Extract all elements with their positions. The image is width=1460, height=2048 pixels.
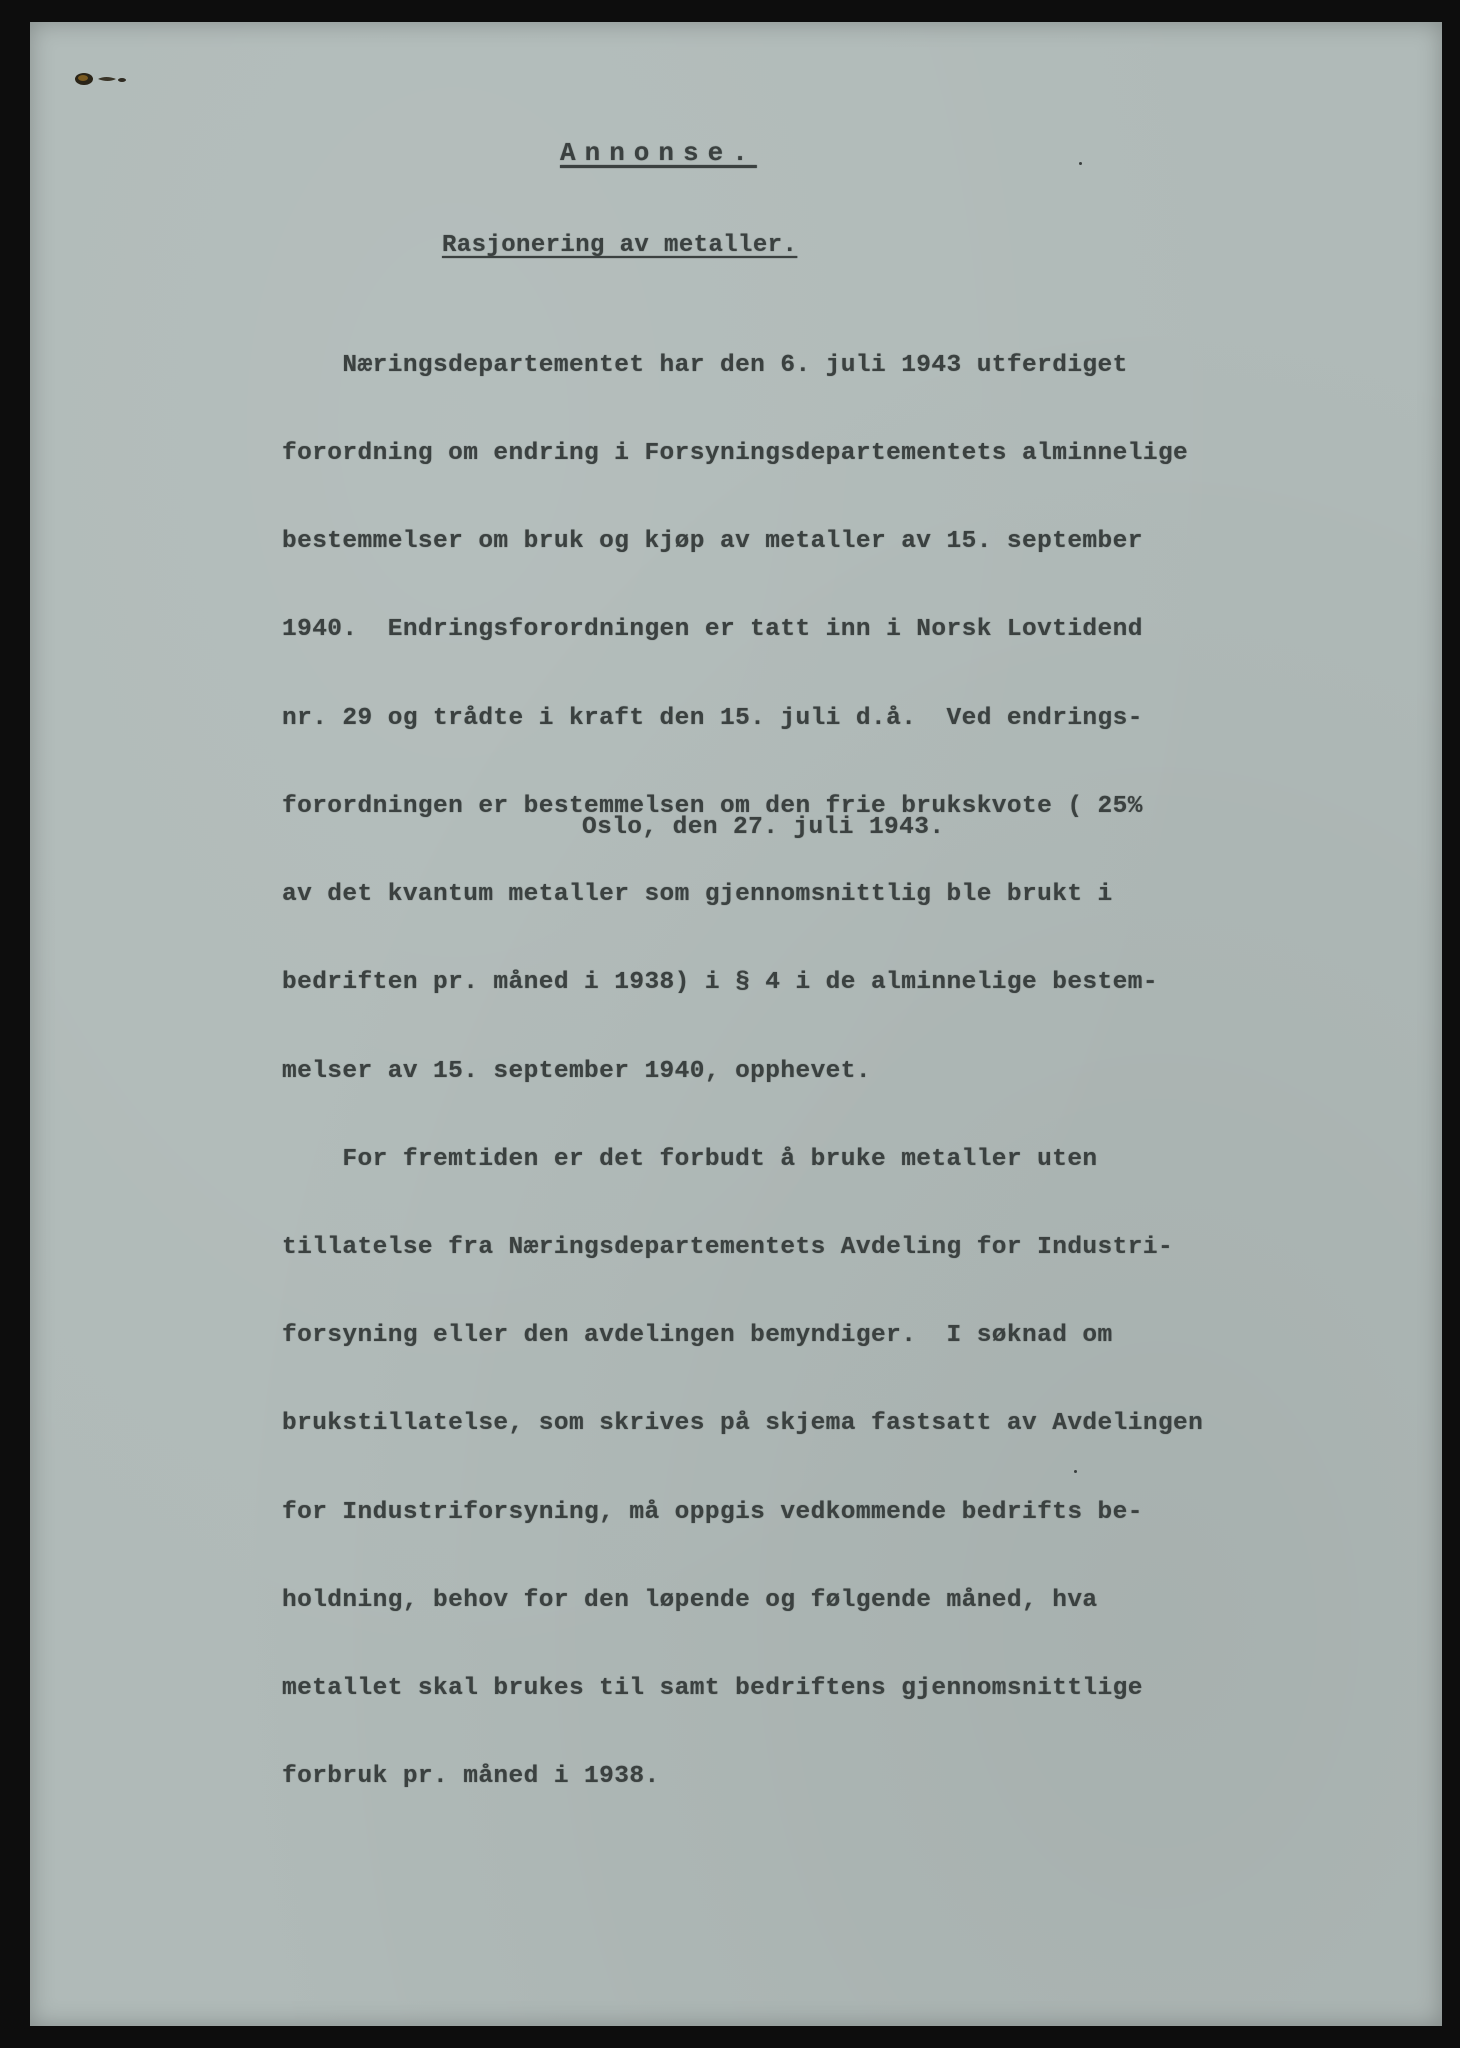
paper-speck [1074, 1470, 1077, 1473]
body-line: for Industriforsyning, må oppgis vedkommende bedrifts be- [282, 1498, 1143, 1526]
dateline: Oslo, den 27. juli 1943. [582, 814, 945, 841]
body-line: forsyning eller den avdelingen bemyndiger. I søknad om [282, 1322, 1113, 1350]
paper-stain-mark [70, 70, 130, 88]
body-line: melser av 15. september 1940, opphevet. [282, 1057, 871, 1085]
document-body [282, 292, 1412, 1851]
body-line: bestemmelser om bruk og kjøp av metaller av 15. september [282, 528, 1143, 556]
body-line: Næringsdepartementet har den 6. juli 1943 utferdiget [282, 351, 1128, 379]
body-line: bedriften pr. måned i 1938) i § 4 i de alminnelige bestem- [282, 969, 1158, 997]
body-line: tillatelse fra Næringsdepartementets Avdeling for Industri- [282, 1234, 1174, 1261]
document-title: Annonse. [560, 138, 757, 168]
body-line: forordning om endring i Forsyningsdepartementets alminnelige [282, 440, 1189, 468]
body-line: forbruk pr. måned i 1938. [282, 1763, 660, 1791]
body-line: nr. 29 og trådte i kraft den 15. juli d.å. Ved endrings- [282, 704, 1143, 732]
body-line: holdning, behov for den løpende og følgende måned, hva [282, 1586, 1098, 1614]
body-line: metallet skal brukes til samt bedriftens gjennomsnittlige [282, 1675, 1143, 1703]
body-line: av det kvantum metaller som gjennomsnittlig ble brukt i [282, 881, 1113, 909]
paper-speck [1079, 162, 1082, 165]
body-line: 1940. Endringsforordningen er tatt inn i Norsk Lovtidend [282, 616, 1143, 644]
document-page [30, 22, 1442, 2026]
body-line: For fremtiden er det forbudt å bruke metaller uten [282, 1145, 1098, 1173]
body-line: forordningen er bestemmelsen om den frie brukskvote ( 25% [282, 792, 1143, 820]
body-line: brukstillatelse, som skrives på skjema fastsatt av Avdelingen [282, 1410, 1204, 1438]
document-subtitle: Rasjonering av metaller. [442, 232, 798, 259]
